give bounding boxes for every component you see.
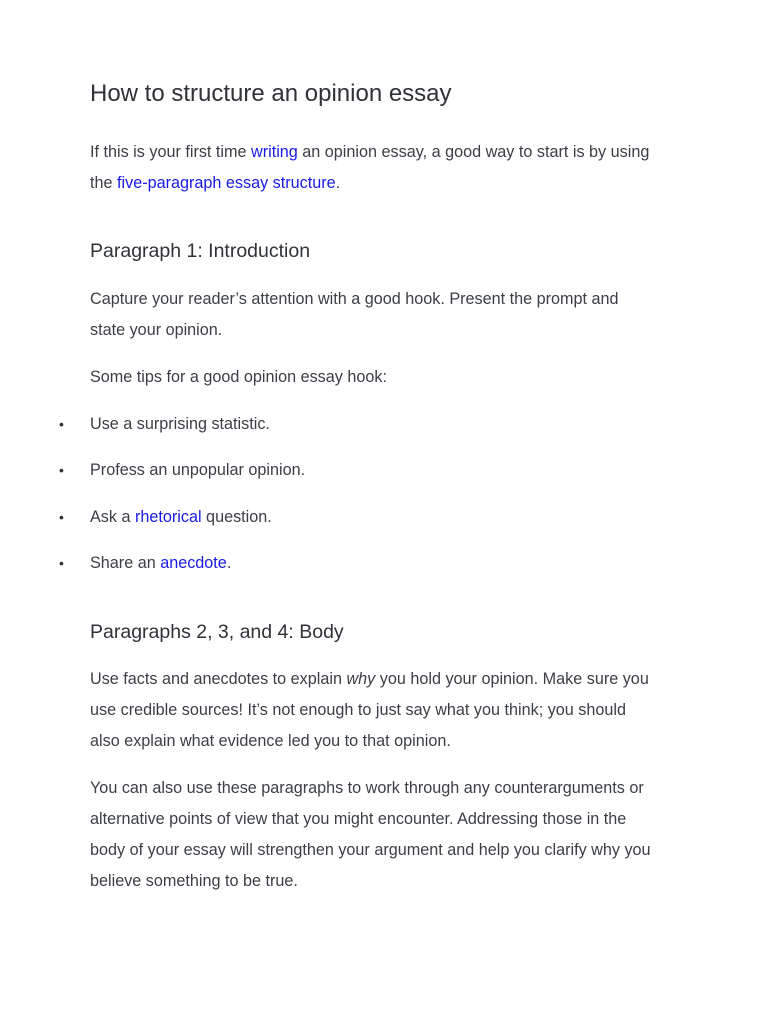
paragraph-line: alternative points of view that you might encounter. Addressing those in the xyxy=(90,810,627,828)
paragraph-text: Use facts and anecdotes to explain xyxy=(90,670,347,688)
paragraph-text: you hold your opinion. Make sure you xyxy=(375,670,649,688)
paragraph-line: believe something to be true. xyxy=(90,872,298,890)
bullet-icon: • xyxy=(59,416,64,432)
bullet-icon: • xyxy=(59,462,64,478)
list-item xyxy=(0,409,768,440)
paragraph-line: You can also use these paragraphs to work through any counterarguments or xyxy=(90,779,644,797)
list-item-text: . xyxy=(226,554,232,572)
introduction-paragraph xyxy=(90,284,690,346)
list-item-text: Use a surprising statistic. xyxy=(90,415,270,433)
list-item xyxy=(0,502,768,533)
paragraph-line: state your opinion. xyxy=(90,321,223,339)
list-item xyxy=(0,548,768,579)
paragraph-line: Some tips for a good opinion essay hook: xyxy=(90,368,387,386)
anecdote-link[interactable]: anecdote xyxy=(160,554,227,572)
list-item-text: Share an xyxy=(90,554,161,572)
intro-text: the xyxy=(90,174,118,192)
paragraph-line: use credible sources! It’s not enough to just say what you think; you should xyxy=(90,701,627,719)
section-heading-body: Paragraphs 2, 3, and 4: Body xyxy=(90,621,344,643)
hook-tips-intro xyxy=(90,362,690,393)
page-title: How to structure an opinion essay xyxy=(90,80,452,107)
bullet-icon: • xyxy=(59,555,64,571)
intro-text: If this is your first time xyxy=(90,143,252,161)
list-item-text: Profess an unpopular opinion. xyxy=(90,461,306,479)
section-heading-introduction: Paragraph 1: Introduction xyxy=(90,240,311,262)
list-item-text xyxy=(90,548,231,579)
list-item xyxy=(0,455,768,486)
body-paragraph-1 xyxy=(90,664,690,757)
intro-paragraph xyxy=(90,137,690,199)
paragraph-line: also explain what evidence led you to that opinion. xyxy=(90,732,451,750)
list-item-text: question. xyxy=(201,508,272,526)
list-item-text xyxy=(90,502,272,533)
intro-line-1 xyxy=(90,137,690,168)
paragraph-line: Capture your reader’s attention with a good hook. Present the prompt and xyxy=(90,290,619,308)
writing-link[interactable]: writing xyxy=(251,143,298,161)
five-paragraph-structure-link[interactable]: five-paragraph essay structure xyxy=(117,174,336,192)
emphasis-text: why xyxy=(346,670,376,688)
bullet-icon: • xyxy=(59,509,64,525)
intro-text: an opinion essay, a good way to start is by using xyxy=(297,143,650,161)
intro-text: . xyxy=(335,174,341,192)
body-paragraph-2 xyxy=(90,773,690,897)
rhetorical-link[interactable]: rhetorical xyxy=(134,508,202,526)
intro-line-2 xyxy=(90,168,690,199)
paragraph-line xyxy=(90,664,690,695)
paragraph-line: body of your essay will strengthen your argument and help you clarify why you xyxy=(90,841,651,859)
list-item-text: Ask a xyxy=(90,508,135,526)
